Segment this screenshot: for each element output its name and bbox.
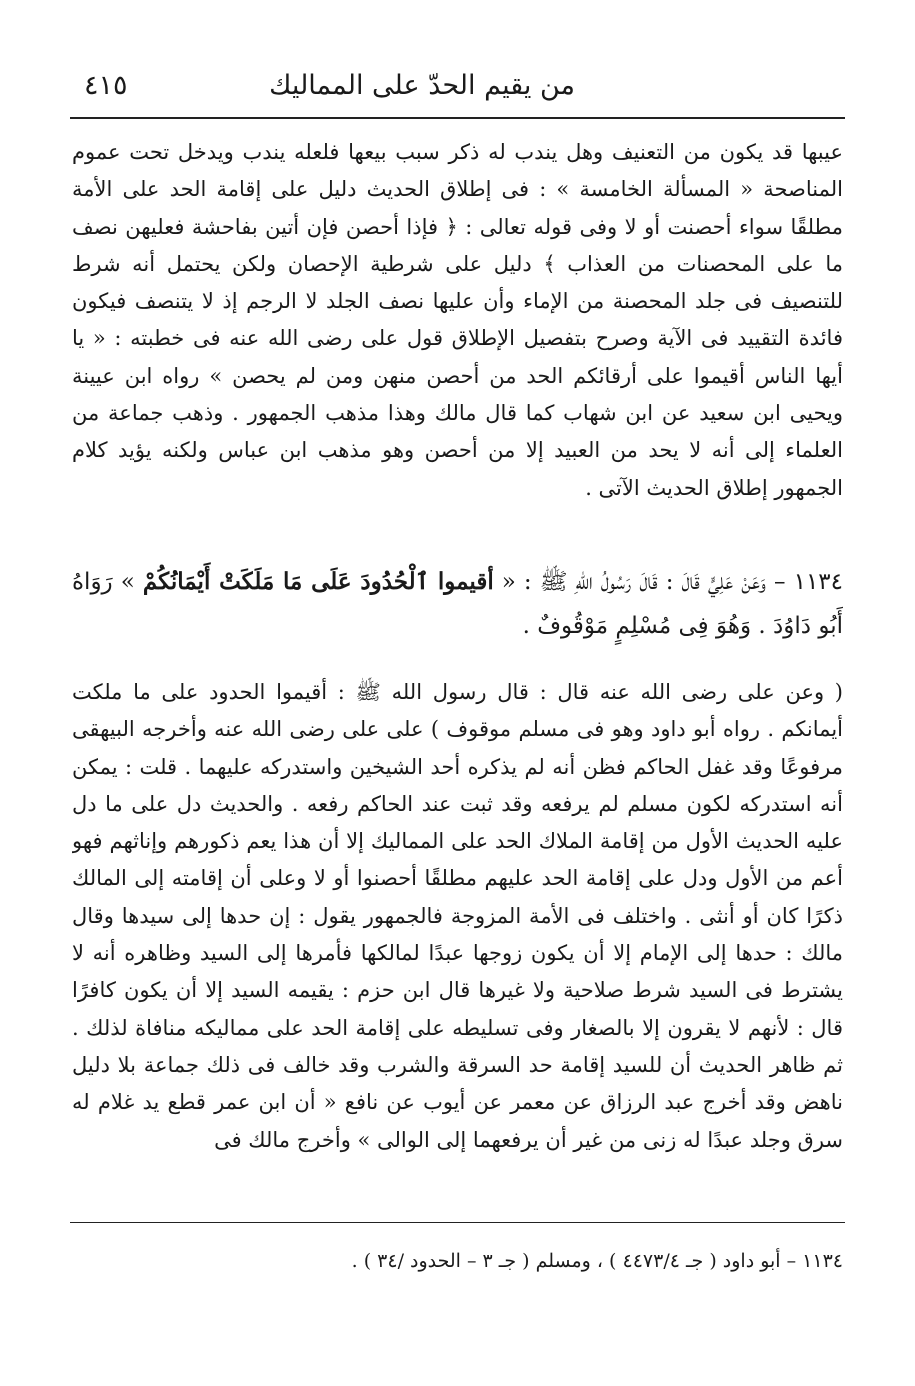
hadith-text — [72, 560, 843, 648]
hadith-bold-text: أقيموا ٱلْحُدُودَ عَلَى مَا مَلَكَتْ أَيْمَانُكُمْ — [142, 568, 494, 595]
header-rule — [70, 117, 845, 119]
main-text — [72, 134, 843, 544]
footnote-rule — [70, 1222, 845, 1223]
hadith-prefix: ١١٣٤ – وَعَنْ عَلِيٍّ قَالَ : قَالَ رَسُولُ اللهِ ﷺ : « — [501, 569, 843, 595]
footnote: ١١٣٤ – أبو داود ( جـ ٤٤٧٣/٤ ) ، ومسلم ( جـ ٣ – الحدود /٣٤ ) . — [351, 1250, 843, 1272]
page-number: ٤١٥ — [84, 70, 128, 101]
commentary-text: ( وعن على رضى الله عنه قال : قال رسول الله ﷺ : أقيموا الحدود على ما ملكت أيمانكم . رواه أبو داود وهو فى مسلم موقوف ) على على رضى الله عنه وأخرجه البيهقى مرفوعًا وقد غفل الحاكم فظن أنه لم يذكره أحد الشيخين واستدركه عليهما . قلت : يمكن أنه استدركه لكون مسلم لم يرفعه وقد ثبت عند الحاكم رفعه . والحديث دل على ما دل عليه الحديث الأول من إقامة الملاك الحد على المماليك إلا أن هذا يعم ذكورهم وإناثهم فهو أعم من الأول ودل على إقامة الحد عليهم مطلقًا أحصنوا أو لا وعلى أن إقامته إلى المالك ذكرًا كان أو أنثى . واختلف فى الأمة المزوجة فالجمهور يقول : إن حدها إلى سيدها وقال مالك : حدها إلى الإمام إلا أن يكون زوجها عبدًا لمالكها فأمرها إلى السيد وظاهره أنه لا يشترط فى السيد شرط صلاحية ولا غيرها قال ابن حزم : يقيمه السيد إلا أن يكون كافرًا قال : لأنهم لا يقرون إلا بالصغار وفى تسليطه على إقامة الحد على مماليكه منافاة لذلك . ثم ظاهر الحديث أن للسيد إقامة حد السرقة والشرب وقد خالف فى ذلك جماعة بلا دليل ناهض وقد أخرج عبد الرزاق عن معمر عن أيوب عن نافع « أن ابن عمر قطع يد غلام له سرق وجلد عبدًا له زنى من غير أن يرفعهما إلى الوالى » وأخرج مالك فى — [72, 680, 843, 1152]
running-head — [70, 62, 845, 112]
commentary-block — [72, 674, 843, 1214]
hadith-block — [72, 560, 843, 652]
running-title: من يقيم الحدّ على المماليك — [269, 70, 575, 101]
paragraph-continued: عيبها قد يكون من التعنيف وهل يندب له ذكر سبب بيعها فلعله يندب ويدخل تحت عموم المناصحة « المسألة الخامسة » : فى إطلاق الحديث دليل على إقامة الحد على الأمة مطلقًا سواء أحصنت أو لا وفى قوله تعالى : ﴿ فإذا أحصن فإن أتين بفاحشة فعليهن نصف ما على المحصنات من العذاب ﴾ دليل على شرطية الإحصان ولكن يحتمل أنه شرط للتنصيف فى جلد المحصنة من الإماء وأن عليها نصف الجلد لا الرجم إذ لا يتنصف فيكون فائدة التقييد فى الآية وصرح بتفصيل الإطلاق قول على رضى الله عنه فى خطبته : « يا أيها الناس أقيموا على أرقائكم الحد من أحصن منهن ومن لم يحصن » رواه ابن عيينة ويحيى ابن سعيد عن ابن شهاب كما قال مالك وهذا مذهب الجمهور . وذهب جماعة من العلماء إلى أنه لا يحد من العبيد إلا من أحصن وهو مذهب ابن عباس ولكنه يؤيد كلام الجمهور إطلاق الحديث الآتى . — [72, 140, 843, 500]
hadith-suffix: » رَوَاهُ أَبُو دَاوُدَ . وَهُوَ فِى مُسْلِمٍ مَوْقُوفٌ . — [72, 569, 843, 639]
